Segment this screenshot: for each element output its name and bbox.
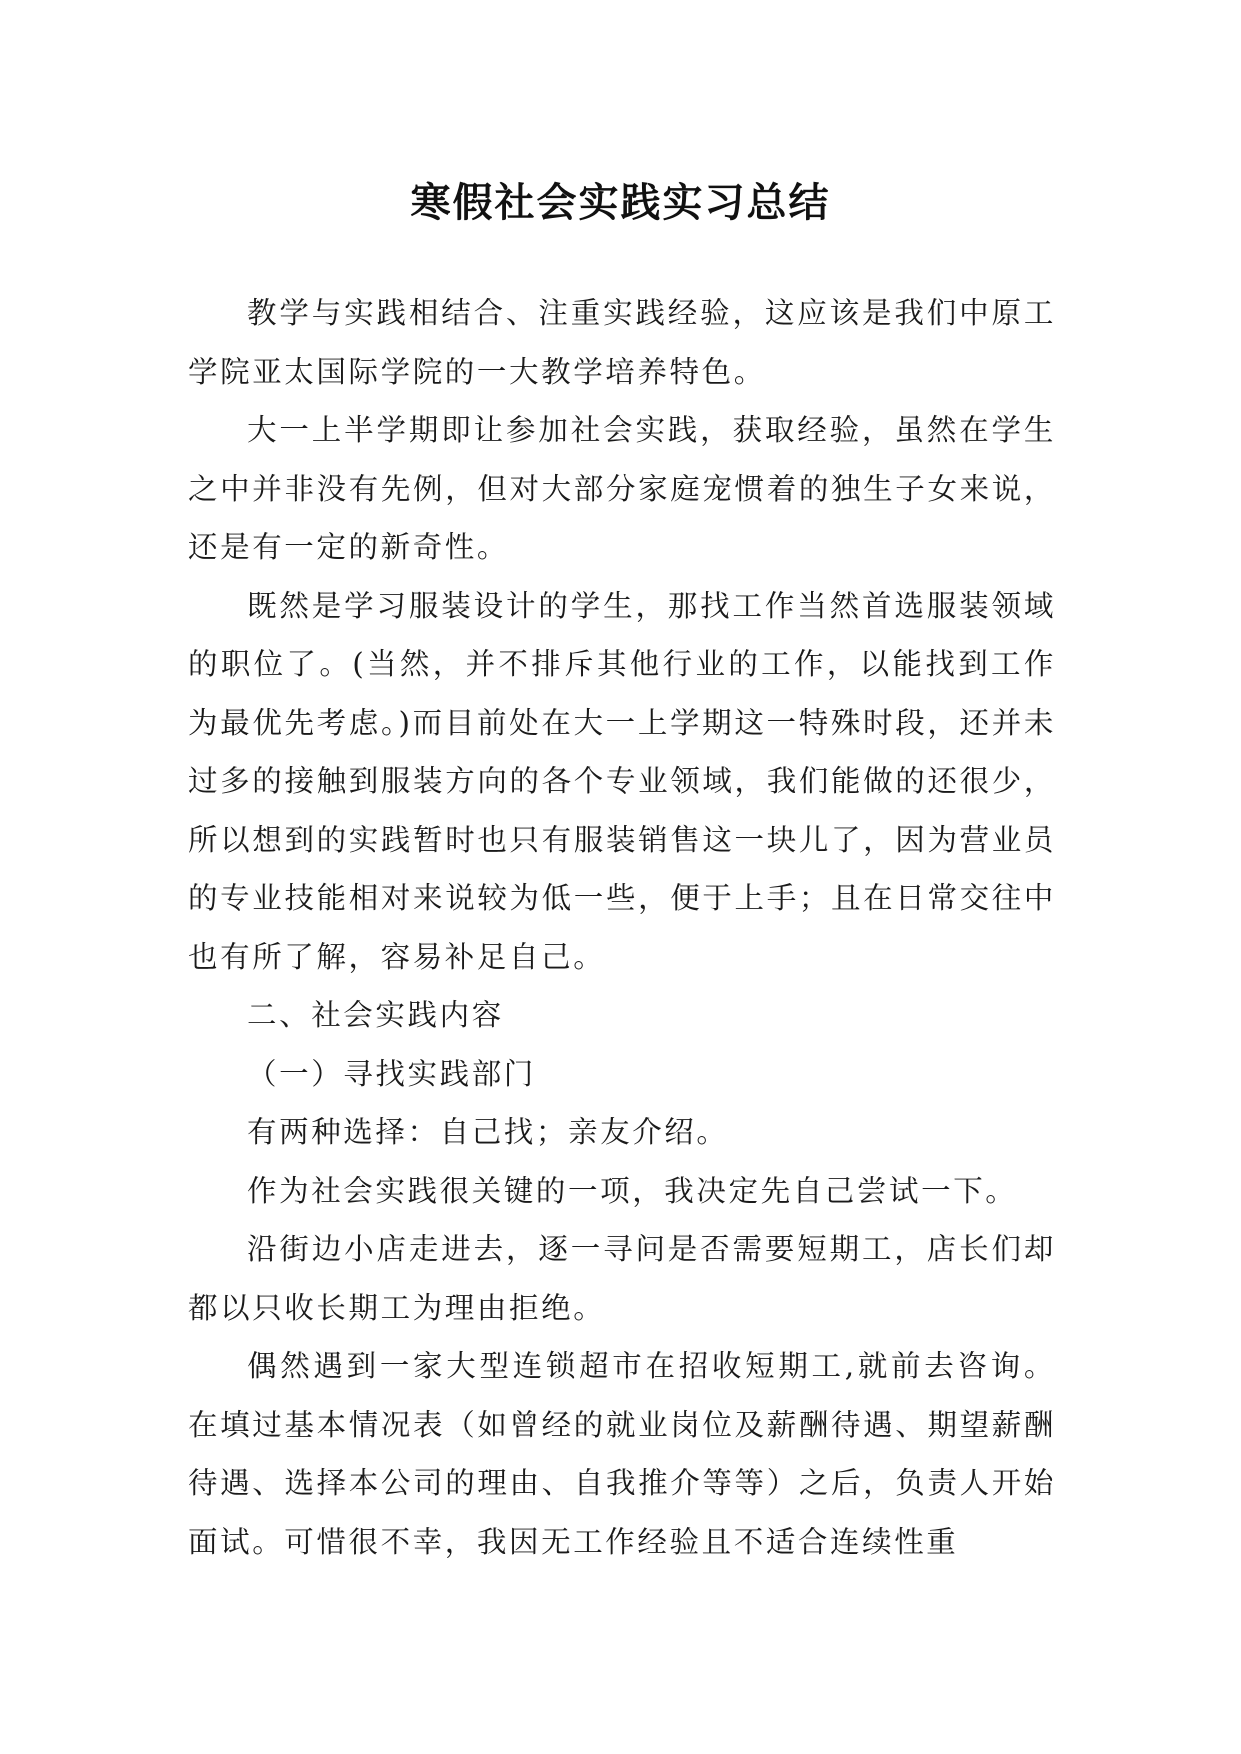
paragraph: 沿街边小店走进去，逐一寻问是否需要短期工，店长们却都以只收长期工为理由拒绝。 (188, 1232, 1056, 1325)
paragraph: 有两种选择：自己找；亲友介绍。 (247, 1115, 729, 1149)
document-body (188, 284, 1056, 1571)
paragraph: 教学与实践相结合、注重实践经验，这应该是我们中原工学院亚太国际学院的一大教学培养特色。 (188, 296, 1056, 389)
paragraph: 大一上半学期即让参加社会实践，获取经验，虽然在学生之中并非没有先例，但对大部分家庭宠惯着的独生子女来说，还是有一定的新奇性。 (188, 413, 1056, 564)
paragraph: 既然是学习服装设计的学生，那找工作当然首选服装领域的职位了。(当然，并不排斥其他行业的工作，以能找到工作为最优先考虑。)而目前处在大一上学期这一特殊时段，还并未过多的接触到服装方向的各个专业领域，我们能做的还很少，所以想到的实践暂时也只有服装销售这一块儿了，因为营业员的专业技能相对来说较为低一些，便于上手；且在日常交往中也有所了解，容易补足自己。 (188, 588, 1056, 974)
paragraph: 偶然遇到一家大型连锁超市在招收短期工,就前去咨询。在填过基本情况表（如曾经的就业岗位及薪酬待遇、期望薪酬待遇、选择本公司的理由、自我推介等等）之后，负责人开始面试。可惜很不幸，我因无工作经验且不适合连续性重 (188, 1349, 1056, 1559)
paragraph: 作为社会实践很关键的一项，我决定先自己尝试一下。 (247, 1173, 1018, 1208)
section-heading: 二、社会实践内容 (247, 998, 504, 1032)
subsection-heading: （一）寻找实践部门 (247, 1056, 536, 1091)
document-title: 寒假社会实践实习总结 (410, 179, 831, 226)
